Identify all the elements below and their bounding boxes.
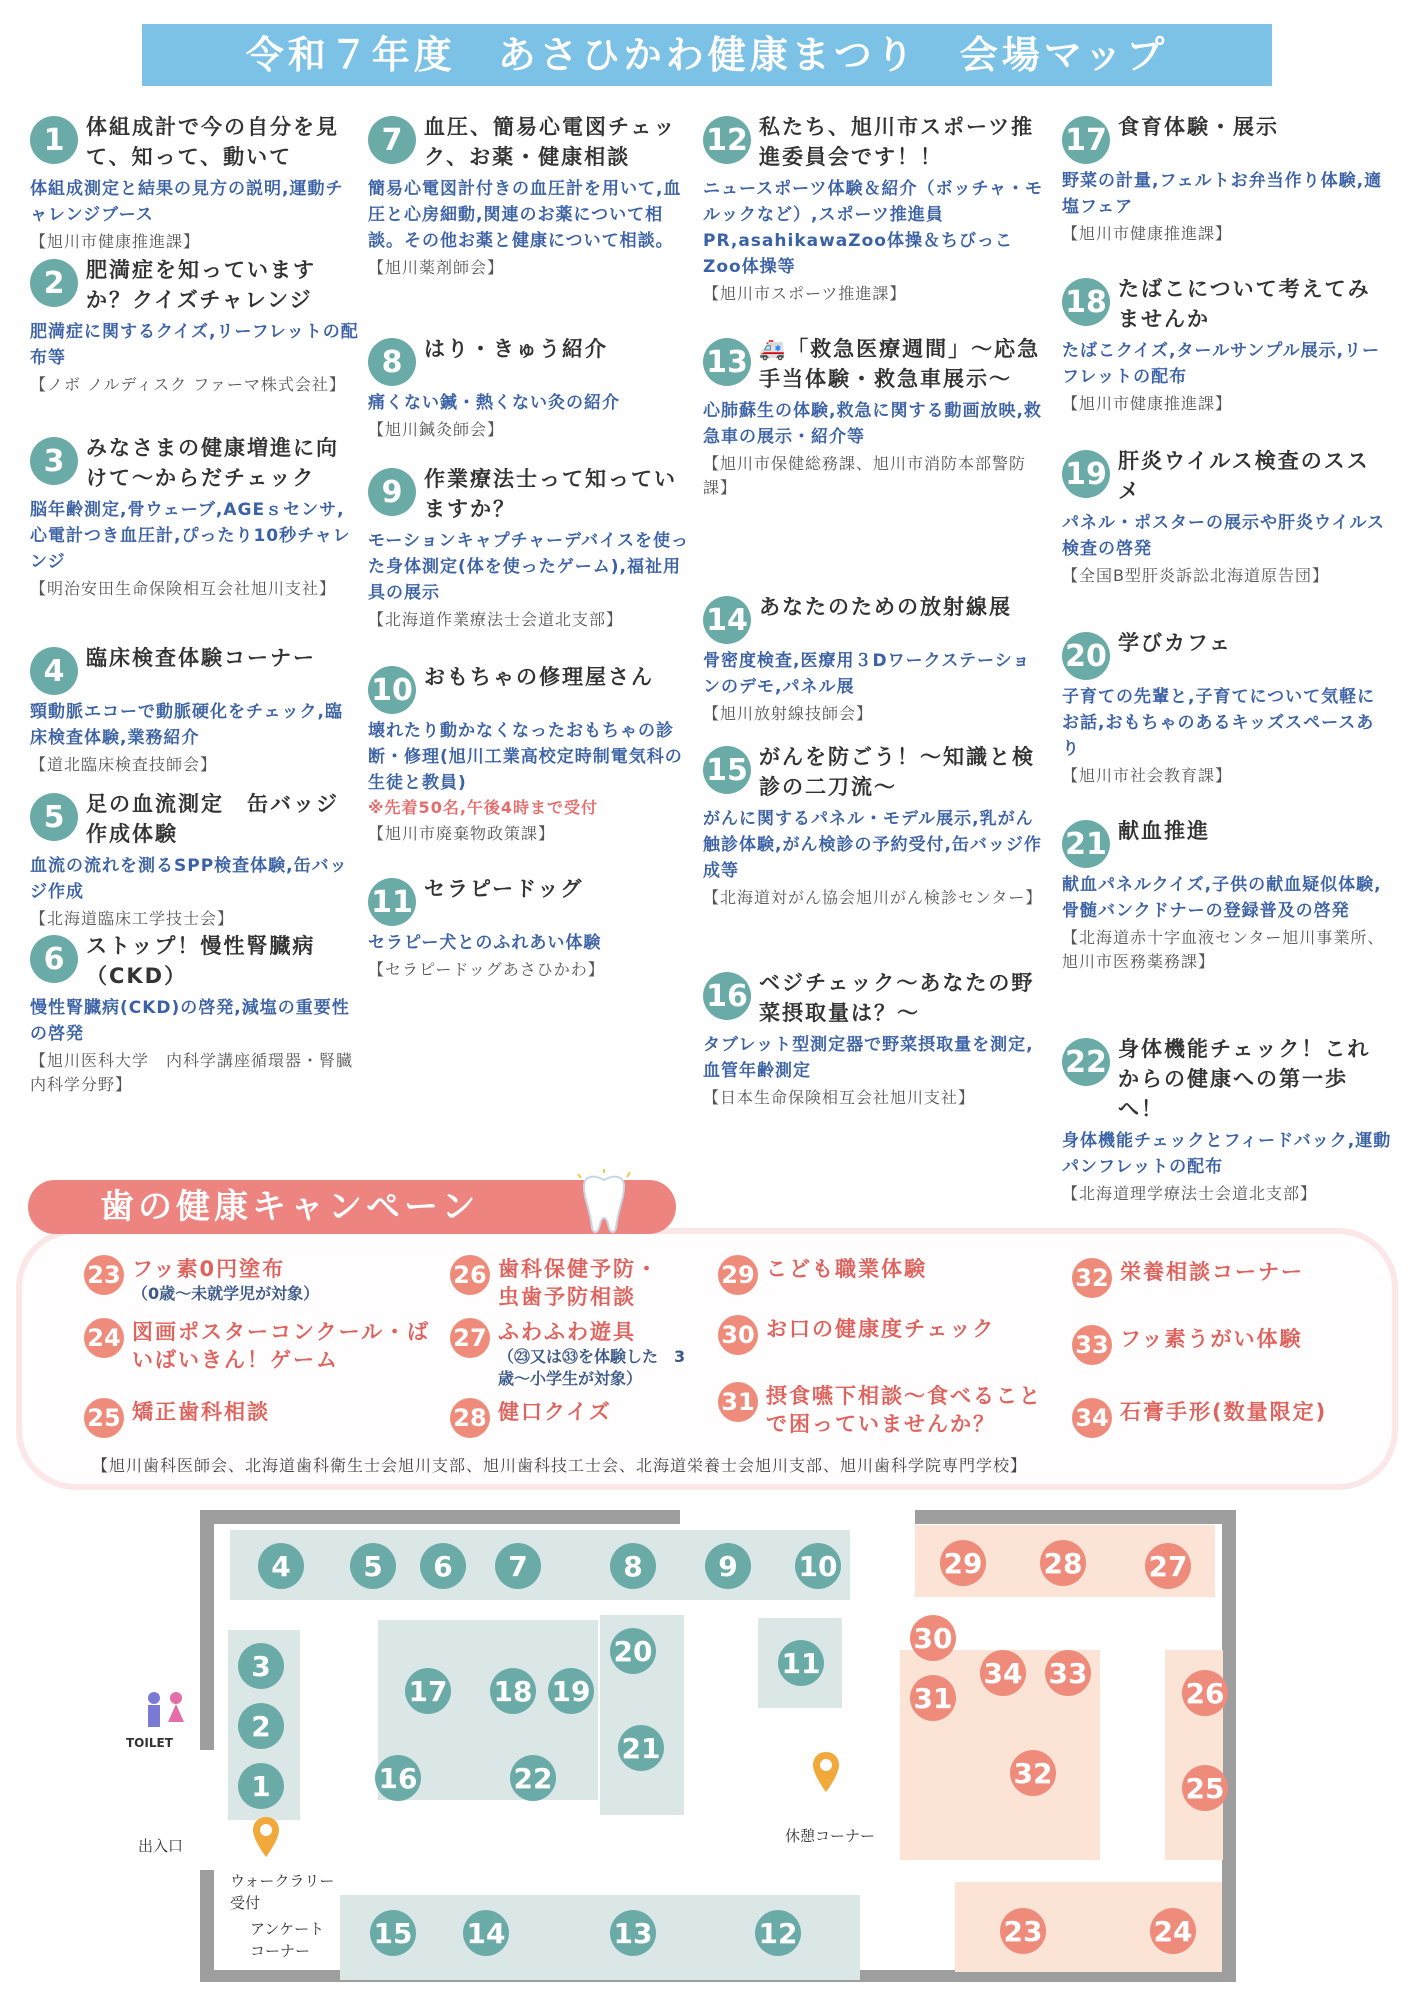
booth-desc: 体組成測定と結果の見方の説明,運動チャレンジブース	[30, 179, 344, 225]
booth-number: 9	[368, 468, 416, 516]
dental-item-30	[718, 1315, 995, 1355]
dental-number: 31	[718, 1382, 758, 1422]
map-booth-11: 11	[778, 1640, 824, 1686]
dental-number: 32	[1072, 1258, 1112, 1298]
dental-title: こども職業体験	[766, 1257, 927, 1281]
map-booth-19: 19	[548, 1668, 594, 1714]
booth-title: がんを防ごう！〜知識と検診の二刀流〜	[759, 745, 1035, 799]
booth-org: 【旭川市健康推進課】	[30, 232, 201, 251]
walk-rally-label: ウォークラリー受付	[230, 1872, 335, 1912]
dental-item-25	[84, 1398, 270, 1438]
dental-sub: （0歳〜未就学児が対象）	[132, 1284, 320, 1303]
wall	[330, 1510, 680, 1524]
dental-item-33	[1072, 1325, 1303, 1365]
booth-item-22	[1062, 1034, 1392, 1206]
booth-title: みなさまの健康増進に向けて〜からだチェック	[86, 436, 339, 490]
booth-org: 【旭川市保健総務課、旭川市消防本部警防課】	[703, 454, 1027, 497]
booth-desc: 献血パネルクイズ,子供の献血疑似体験,骨髄バンクドナーの登録普及の啓発	[1062, 875, 1382, 921]
wall	[915, 1510, 1235, 1524]
booth-item-10	[368, 662, 693, 862]
booth-title: 足の血流測定 缶バッジ作成体験	[86, 792, 339, 846]
booth-number: 22	[1062, 1038, 1110, 1086]
map-booth-17: 17	[405, 1668, 451, 1714]
map-booth-8: 8	[610, 1543, 656, 1589]
booth-desc: がんに関するパネル・モデル展示,乳がん触診体験,がん検診の予約受付,缶バッジ作成等	[703, 809, 1042, 881]
booth-desc: たばこクイズ,タールサンプル展示,リーフレットの配布	[1062, 341, 1381, 387]
tooth-icon	[572, 1168, 636, 1238]
booth-item-7	[368, 112, 693, 322]
map-booth-1: 1	[238, 1763, 284, 1809]
map-booth-29: 29	[940, 1540, 986, 1586]
booth-item-14	[703, 592, 1043, 730]
map-booth-4: 4	[258, 1543, 304, 1589]
booth-org: 【旭川市健康推進課】	[1062, 394, 1233, 413]
booth-item-15	[703, 742, 1043, 956]
booth-org: 【明治安田生命保険相互会社旭川支社】	[30, 579, 337, 598]
booth-desc: 頸動脈エコーで動脈硬化をチェック,臨床検査体験,業務紹介	[30, 702, 343, 748]
booth-desc: ニュースポーツ体験＆紹介（ボッチャ・モルックなど）,スポーツ推進員PR,asahikawaZoo体操＆ちびっこZoo体操等	[703, 179, 1043, 277]
booth-org: 【北海道臨床工学技士会】	[30, 909, 235, 928]
map-booth-12: 12	[755, 1910, 801, 1956]
toilet-label: TOILET	[126, 1736, 173, 1750]
map-booth-26: 26	[1182, 1670, 1228, 1716]
booth-org: 【旭川市社会教育課】	[1062, 766, 1233, 785]
map-booth-27: 27	[1145, 1543, 1191, 1589]
booth-org: 【旭川市廃棄物政策課】	[368, 824, 556, 843]
booth-desc: 野菜の計量,フェルトお弁当作り体験,適塩フェア	[1062, 171, 1383, 217]
map-booth-24: 24	[1150, 1908, 1196, 1954]
map-booth-30: 30	[910, 1615, 956, 1661]
booth-title: 体組成計で今の自分を見て、知って、動いて	[86, 115, 339, 169]
page-title: 令和７年度 あさひかわ健康まつり 会場マップ	[142, 24, 1272, 86]
booth-desc: 肥満症に関するクイズ,リーフレットの配布等	[30, 322, 359, 368]
booth-item-9	[368, 464, 693, 650]
booth-item-19	[1062, 446, 1392, 616]
booth-org: 【セラピードッグあさひかわ】	[368, 960, 605, 979]
booth-title: 🚑「救急医療週間」〜応急手当体験・救急車展示〜	[759, 337, 1041, 391]
booth-desc: 簡易心電図計付きの血圧計を用いて,血圧と心房細動,関連のお薬について相談。その他お薬と健康について相談。	[368, 179, 682, 251]
booth-desc: 脳年齢測定,骨ウェーブ,AGEｓセンサ,心電計つき血圧計,ぴったり10秒チャレンジ	[30, 500, 351, 572]
booth-org: 【旭川市スポーツ推進課】	[703, 284, 907, 303]
booth-desc: 心肺蘇生の体験,救急に関する動画放映,救急車の展示・紹介等	[703, 401, 1042, 447]
map-booth-10: 10	[795, 1543, 841, 1589]
map-booth-13: 13	[610, 1910, 656, 1956]
map-booth-3: 3	[238, 1643, 284, 1689]
booth-desc: モーションキャプチャーデバイスを使った身体測定(体を使ったゲーム),福祉用具の展示	[368, 531, 689, 603]
booth-number: 1	[30, 116, 78, 164]
dental-banner: 歯の健康キャンペーン	[28, 1180, 676, 1234]
booth-title: 身体機能チェック！これからの健康への第一歩へ！	[1118, 1037, 1371, 1121]
dental-title: お口の健康度チェック	[766, 1317, 996, 1341]
booth-item-3	[30, 433, 360, 631]
booth-item-12	[703, 112, 1043, 322]
dental-number: 24	[84, 1318, 124, 1358]
booth-number: 7	[368, 116, 416, 164]
dental-number: 29	[718, 1255, 758, 1295]
booth-org: 【全国B型肝炎訴訟北海道原告団】	[1062, 566, 1329, 585]
dental-item-27	[450, 1318, 710, 1390]
booth-column-1	[30, 112, 360, 1109]
dental-title: ふわふわ遊具	[498, 1320, 636, 1344]
wall	[200, 1870, 214, 1980]
booth-title: 食育体験・展示	[1118, 115, 1279, 139]
survey-corner-label: アンケートコーナー	[250, 1920, 325, 1960]
dental-title: 摂食嚥下相談〜食べることで困っていませんか？	[766, 1384, 1042, 1436]
booth-title: はり・きゅう紹介	[424, 337, 608, 361]
booth-desc: 血流の流れを測るSPP検査体験,缶バッジ作成	[30, 856, 348, 902]
dental-organizers: 【旭川歯科医師会、北海道歯科衛生士会旭川支部、旭川歯科技工士会、北海道栄養士会旭川支部、旭川歯科学院専門学校】	[92, 1456, 1028, 1475]
booth-title: 肥満症を知っていますか？クイズチャレンジ	[86, 258, 316, 312]
map-booth-22: 22	[510, 1755, 556, 1801]
map-booth-21: 21	[618, 1725, 664, 1771]
booth-title: たばこについて考えてみませんか	[1118, 277, 1371, 331]
booth-org: 【北海道作業療法士会道北支部】	[368, 610, 624, 629]
booth-org: 【旭川放射線技師会】	[703, 704, 874, 723]
booth-org: 【北海道赤十字血液センター旭川事業所、旭川市医務薬務課】	[1062, 928, 1385, 971]
map-booth-31: 31	[910, 1675, 956, 1721]
dental-item-24	[84, 1318, 444, 1374]
booth-title: 献血推進	[1118, 819, 1210, 843]
booth-desc: 壊れたり動かなくなったおもちゃの診断・修理(旭川工業高校定時制電気科の生徒と教員)	[368, 721, 683, 793]
map-booth-32: 32	[1010, 1750, 1056, 1796]
booth-title: セラピードッグ	[424, 877, 584, 901]
booth-desc: 身体機能チェックとフィードバック,運動パンフレットの配布	[1062, 1131, 1392, 1177]
booth-item-18	[1062, 274, 1392, 434]
booth-item-20	[1062, 628, 1392, 804]
dental-item-26	[450, 1255, 690, 1311]
booth-number: 10	[368, 666, 416, 714]
dental-item-28	[450, 1398, 612, 1438]
booth-desc: 慢性腎臓病(CKD)の啓発,減塩の重要性の啓発	[30, 998, 350, 1044]
map-booth-25: 25	[1182, 1765, 1228, 1811]
map-booth-5: 5	[350, 1543, 396, 1589]
booth-column-3	[703, 112, 1043, 1122]
dental-number: 28	[450, 1398, 490, 1438]
map-booth-6: 6	[420, 1543, 466, 1589]
dental-title: 栄養相談コーナー	[1120, 1260, 1304, 1284]
booth-item-16	[703, 968, 1043, 1110]
rest-corner-label: 休憩コーナー	[785, 1827, 876, 1845]
booth-title: 血圧、簡易心電図チェック、お薬・健康相談	[424, 115, 677, 169]
booth-title: ストップ！慢性腎臓病（CKD）	[86, 934, 316, 988]
booth-number: 14	[703, 596, 751, 644]
venue-map	[0, 1500, 1414, 2000]
map-booth-2: 2	[238, 1703, 284, 1749]
map-booth-23: 23	[1000, 1908, 1046, 1954]
dental-number: 33	[1072, 1325, 1112, 1365]
booth-desc: 子育ての先輩と,子育てについて気軽にお話,おもちゃのあるキッズスペースあり	[1062, 687, 1376, 759]
dental-title: フッ素0円塗布	[132, 1257, 286, 1281]
dental-item-23	[84, 1255, 319, 1305]
map-booth-34: 34	[980, 1650, 1026, 1696]
booth-title: 私たち、旭川市スポーツ推進委員会です！！	[759, 115, 1035, 169]
booth-number: 21	[1062, 820, 1110, 868]
dental-title: 健口クイズ	[498, 1400, 612, 1424]
dental-number: 26	[450, 1255, 490, 1295]
booth-warning: ※先着50名,午後4時まで受付	[368, 798, 599, 817]
booth-org: 【ノボ ノルディスク ファーマ株式会社】	[30, 375, 346, 394]
booth-org: 【旭川医科大学 内科学講座循環器・腎臓内科学分野】	[30, 1051, 354, 1094]
booth-item-5	[30, 789, 360, 928]
booth-number: 16	[703, 972, 751, 1020]
location-pin-icon	[810, 1750, 842, 1794]
dental-title: 歯科保健予防・虫歯予防相談	[498, 1257, 659, 1309]
booth-title: 学びカフェ	[1118, 631, 1232, 655]
booth-org: 【旭川薬剤師会】	[368, 258, 505, 277]
map-booth-18: 18	[490, 1668, 536, 1714]
booth-org: 【旭川鍼灸師会】	[368, 420, 505, 439]
booth-number: 15	[703, 746, 751, 794]
booth-title: 肝炎ウイルス検査のススメ	[1118, 449, 1370, 503]
dental-number: 25	[84, 1398, 124, 1438]
booth-desc: パネル・ポスターの展示や肝炎ウイルス検査の啓発	[1062, 513, 1385, 559]
dental-title: 図画ポスターコンクール・ばいばいきん！ゲーム	[132, 1320, 431, 1372]
booth-item-13	[703, 334, 1043, 580]
dental-number: 34	[1072, 1398, 1112, 1438]
map-booth-33: 33	[1045, 1650, 1091, 1696]
map-booth-20: 20	[610, 1628, 656, 1674]
booth-item-17	[1062, 112, 1392, 262]
booth-number: 18	[1062, 278, 1110, 326]
booth-number: 5	[30, 793, 78, 841]
booth-item-1	[30, 112, 360, 251]
booth-org: 【道北臨床検査技師会】	[30, 755, 218, 774]
booth-org: 【旭川市健康推進課】	[1062, 224, 1233, 243]
wall	[200, 1510, 214, 1750]
booth-org: 【北海道対がん協会旭川がん検診センター】	[703, 888, 1043, 907]
map-booth-16: 16	[375, 1755, 421, 1801]
dental-title: フッ素うがい体験	[1120, 1327, 1303, 1351]
booth-title: おもちゃの修理屋さん	[424, 665, 654, 689]
booth-number: 4	[30, 647, 78, 695]
booth-org: 【日本生命保険相互会社旭川支社】	[703, 1088, 976, 1107]
dental-sub: （㉓又は㉝を体験した 3歳〜小学生が対象）	[498, 1347, 686, 1388]
booth-column-2	[368, 112, 693, 994]
dental-item-29	[718, 1255, 927, 1295]
booth-title: 作業療法士って知っていますか？	[424, 467, 677, 521]
map-booth-9: 9	[705, 1543, 751, 1589]
booth-item-8	[368, 334, 693, 452]
wall	[200, 1510, 335, 1524]
booth-title: 臨床検査体験コーナー	[86, 646, 316, 670]
booth-item-11	[368, 874, 693, 982]
booth-desc: 骨密度検査,医療用３Dワークステーションのデモ,パネル展	[703, 651, 1031, 697]
dental-number: 23	[84, 1255, 124, 1295]
booth-title: あなたのための放射線展	[759, 595, 1012, 619]
map-booth-7: 7	[495, 1543, 541, 1589]
dental-item-34	[1072, 1398, 1327, 1438]
booth-item-6	[30, 931, 360, 1097]
booth-desc: セラピー犬とのふれあい体験	[368, 933, 602, 953]
booth-org: 【北海道理学療法士会道北支部】	[1062, 1184, 1318, 1203]
dental-item-31	[718, 1382, 1058, 1438]
booth-desc: タブレット型測定器で野菜摂取量を測定,血管年齢測定	[703, 1035, 1034, 1081]
location-pin-icon	[250, 1815, 282, 1859]
booth-number: 2	[30, 259, 78, 307]
booth-item-2	[30, 255, 360, 421]
booth-number: 8	[368, 338, 416, 386]
booth-number: 20	[1062, 632, 1110, 680]
entrance-label: 出入口	[138, 1837, 184, 1855]
booth-item-4	[30, 643, 360, 777]
wall	[1222, 1510, 1236, 1980]
booth-number: 3	[30, 437, 78, 485]
booth-number: 17	[1062, 116, 1110, 164]
booth-item-21	[1062, 816, 1392, 1022]
booth-number: 12	[703, 116, 751, 164]
booth-desc: 痛くない鍼・熱くない灸の紹介	[368, 393, 620, 413]
dental-number: 27	[450, 1318, 490, 1358]
map-booth-15: 15	[370, 1910, 416, 1956]
dental-title: 石膏手形(数量限定)	[1120, 1400, 1328, 1424]
booth-number: 11	[368, 878, 416, 926]
dental-item-32	[1072, 1258, 1304, 1298]
dental-number: 30	[718, 1315, 758, 1355]
map-booth-14: 14	[463, 1910, 509, 1956]
booth-number: 13	[703, 338, 751, 386]
booth-number: 19	[1062, 450, 1110, 498]
booth-column-4	[1062, 112, 1392, 1218]
map-booth-28: 28	[1040, 1540, 1086, 1586]
dental-title: 矯正歯科相談	[132, 1400, 270, 1424]
booth-title: ベジチェック〜あなたの野菜摂取量は？〜	[759, 971, 1035, 1025]
booth-number: 6	[30, 935, 78, 983]
